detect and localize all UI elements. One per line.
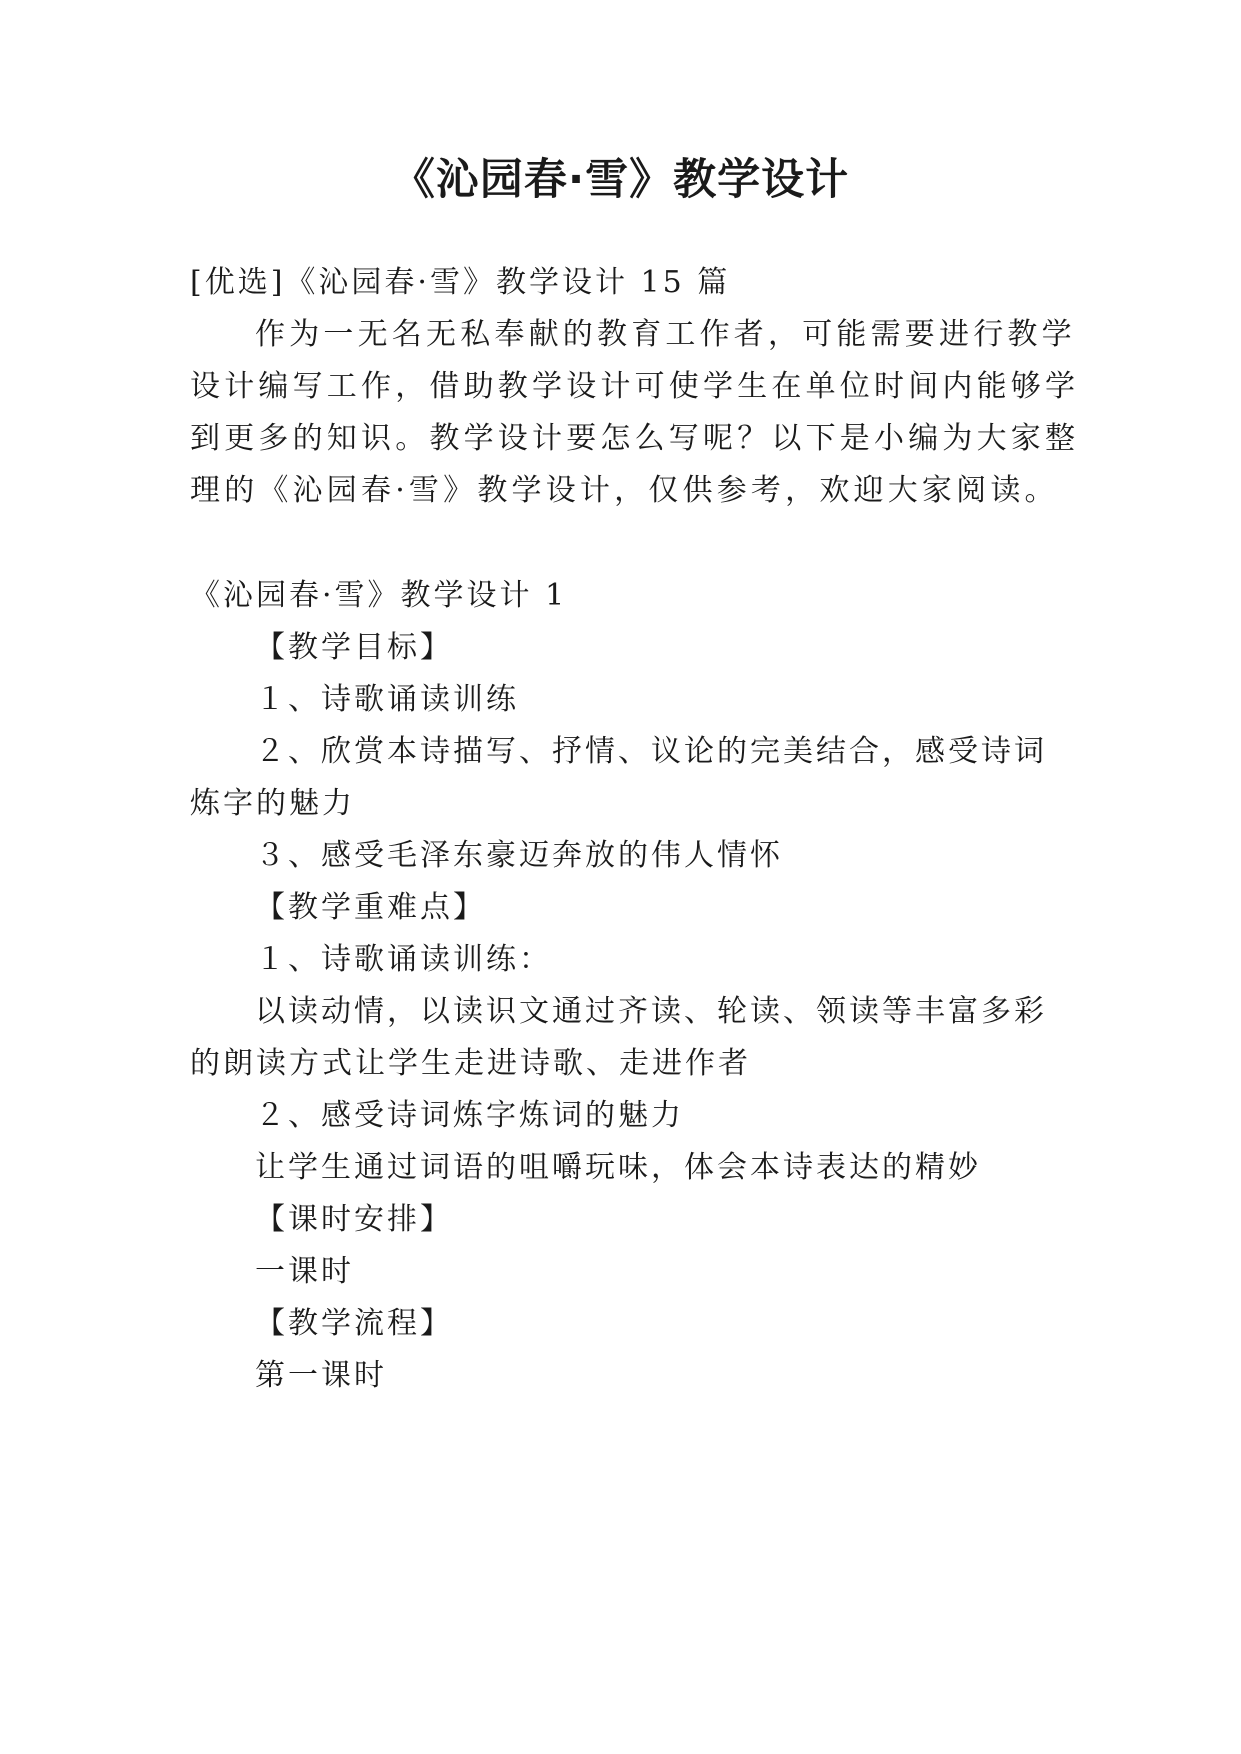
heading-class-schedule: 【课时安排】 [255,1202,453,1237]
heading-key-difficulties: 【教学重难点】 [255,890,486,925]
heading-teaching-process: 【教学流程】 [255,1306,453,1341]
goal-item: １、诗歌诵读训练 [255,682,519,717]
process-text: 第一课时 [255,1358,387,1393]
intro-line: 到更多的知识。教学设计要怎么写呢？以下是小编为大家整 [190,421,1080,456]
intro-line: 设计编写工作，借助教学设计可使学生在单位时间内能够学 [190,369,1080,404]
heading-teaching-goals: 【教学目标】 [255,630,453,665]
difficulty-item: １、诗歌诵读训练： [255,942,552,977]
document-title: 《沁园春·雪》教学设计 [391,155,850,205]
difficulty-detail-continued: 的朗读方式让学生走进诗歌、走进作者 [190,1046,751,1081]
section-heading: 《沁园春·雪》教学设计 1 [190,578,568,613]
intro-line: 作为一无名无私奉献的教育工作者，可能需要进行教学 [255,317,1076,352]
schedule-text: 一课时 [255,1254,354,1289]
goal-item: ２、欣赏本诗描写、抒情、议论的完美结合，感受诗词 [255,734,1047,769]
difficulty-detail: 以读动情，以读识文通过齐读、轮读、领读等丰富多彩 [255,994,1047,1029]
document-subtitle: [优选]《沁园春·雪》教学设计 15 篇 [190,265,731,300]
intro-line: 理的《沁园春·雪》教学设计，仅供参考，欢迎大家阅读。 [190,473,1059,508]
goal-item-continued: 炼字的魅力 [190,786,355,821]
goal-item: ３、感受毛泽东豪迈奔放的伟人情怀 [255,838,783,873]
difficulty-detail: 让学生通过词语的咀嚼玩味，体会本诗表达的精妙 [255,1150,981,1185]
difficulty-item: ２、感受诗词炼字炼词的魅力 [255,1098,684,1133]
